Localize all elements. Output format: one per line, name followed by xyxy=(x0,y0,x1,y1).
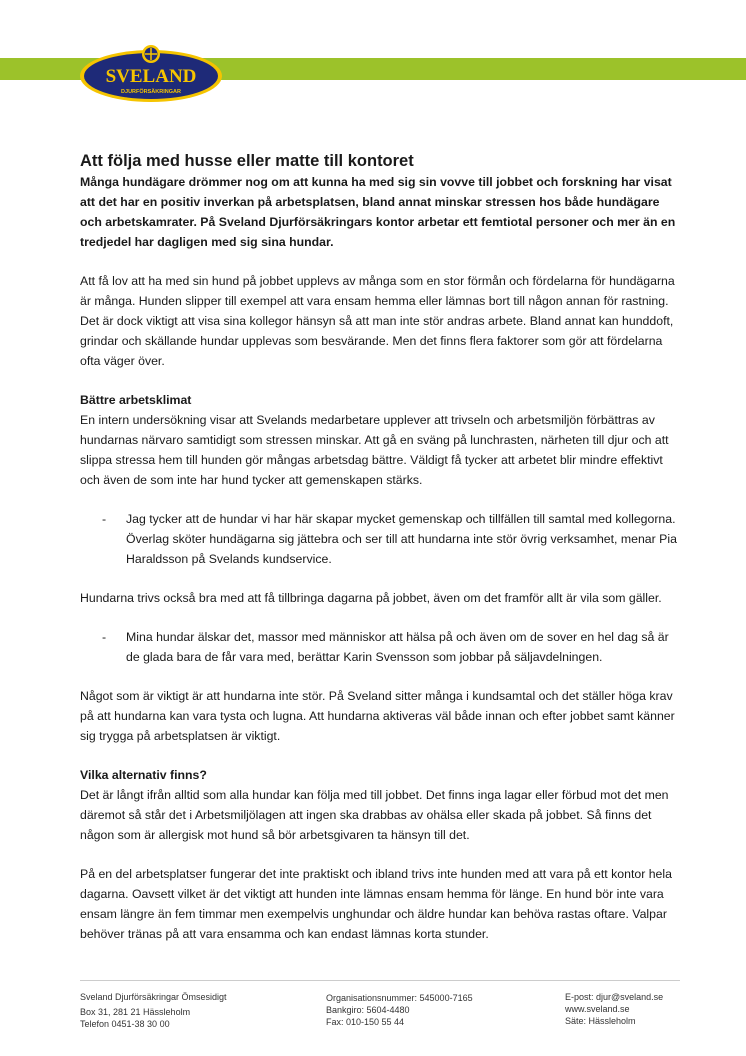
paragraph-2: En intern undersökning visar att Svelands medarbetare upplever att trivseln och arbetsmiljön förbättras av hundarnas närvaro samtidigt som stressen minskar. Att gå en sväng på lunchrasten, närheten till djur och att slippa stressa hem till hunden gör mångas arbetsdag bättre. Väldigt få tycker att arbetet blir mindre effektivt och även de som inte har hund tycker att gemenskapen stärks. xyxy=(80,413,669,487)
footer-org-number: Organisationsnummer: 545000-7165 xyxy=(326,993,473,1003)
article-title: Att följa med husse eller matte till kontoret xyxy=(80,152,414,170)
footer-phone: Telefon 0451-38 30 00 xyxy=(80,1019,170,1029)
footer-website[interactable]: www.sveland.se xyxy=(565,1004,630,1014)
footer-company xyxy=(80,991,227,1030)
quote-2-text: Mina hundar älskar det, massor med människor att hälsa på och även om de sover en hel dag så är de glada bara de får vara med, berättar Karin Svensson som jobbar på säljavdelningen. xyxy=(126,630,669,664)
paragraph-6: På en del arbetsplatser fungerar det inte praktiskt och ibland trivs inte hunden med att vara på ett kontor hela dagarna. Oavsett vilket är det viktigt att hunden inte lämnas ensam hemma för länge. En hund bör inte vara ensam längre än fem timmar men exempelvis unghundar och äldre hundar kan behöva rastas oftare. Valpar behöver tränas på att vara ensamma och kan endast lämnas korta stunder. xyxy=(80,867,672,941)
paragraph-3: Hundarna trivs också bra med att få tillbringa dagarna på jobbet, även om det framför allt är vila som gäller. xyxy=(80,591,662,605)
sveland-logo xyxy=(78,40,224,104)
article xyxy=(80,150,680,963)
quote-dash: - xyxy=(102,630,107,644)
subheading-better-climate: Bättre arbetsklimat xyxy=(80,393,192,407)
quote-1 xyxy=(80,509,680,569)
paragraph-4: Något som är viktigt är att hundarna inte stör. På Sveland sitter många i kundsamtal och det ställer höga krav på att hundarna kan vara tysta och lugna. Att hundarna aktiveras väl både innan och efter jobbet samt känner sig trygga på arbetsplatsen är viktigt. xyxy=(80,689,675,743)
footer-email[interactable]: E-post: djur@sveland.se xyxy=(565,992,664,1002)
article-lead: Många hundägare drömmer nog om att kunna ha med sig sin vovve till jobbet och forskning har visat att det har en positiv inverkan på arbetsplatsen, bland annat minskar stressen hos både hundägare och arbetskamrater. På Sveland Djurförsäkringars kontor arbetar ett femtiotal personer och mer än en tredjedel har dagligen med sig sina hundar. xyxy=(80,175,676,249)
footer-fax: Fax: 010-150 55 44 xyxy=(326,1017,405,1027)
footer-registration xyxy=(326,992,473,1028)
quote-dash: - xyxy=(102,512,107,526)
quote-2 xyxy=(80,627,680,667)
footer-company-name: Sveland Djurförsäkringar Ömsesidigt xyxy=(80,992,227,1002)
footer-bankgiro: Bankgiro: 5604-4480 xyxy=(326,1005,410,1015)
logo-wordmark: SVELAND xyxy=(105,66,197,87)
paragraph-5: Det är långt ifrån alltid som alla hundar kan följa med till jobbet. Det finns inga lagar eller förbud mot det men däremot så står det i Arbetsmiljölagen att ingen ska drabbas av ohälsa eller skada på jobbet. Så finns det någon som är allergisk mot hund så bör arbetsgivaren ta hänsyn till det. xyxy=(80,788,669,842)
footer-address: Box 31, 281 21 Hässleholm xyxy=(80,1007,191,1017)
footer-contact xyxy=(565,991,663,1027)
subheading-alternatives: Vilka alternativ finns? xyxy=(80,768,207,782)
footer-divider xyxy=(80,980,680,981)
paragraph-1: Att få lov att ha med sin hund på jobbet upplevs av många som en stor förmån och fördelarna för hundägarna är många. Hunden slipper till exempel att vara ensam hemma eller lämnas bort till någon annan för rastning. Det är dock viktigt att visa sina kollegor hänsyn så att man inte stör andras arbete. Bland annat kan hunddoft, grindar och skällande hundar upplevas som besvärande. Men det finns flera faktorer som gör att fördelarna ofta väger över. xyxy=(80,274,675,368)
logo-tagline: DJURFÖRSÄKRINGAR xyxy=(121,89,181,95)
footer-seat: Säte: Hässleholm xyxy=(565,1016,636,1026)
quote-1-text: Jag tycker att de hundar vi har här skapar mycket gemenskap och tillfällen till samtal med kollegorna. Överlag sköter hundägarna sig jättebra och ser till att hundarna inte stör övrig verksamhet, menar Pia Haraldsson på Svelands kundservice. xyxy=(126,512,677,566)
